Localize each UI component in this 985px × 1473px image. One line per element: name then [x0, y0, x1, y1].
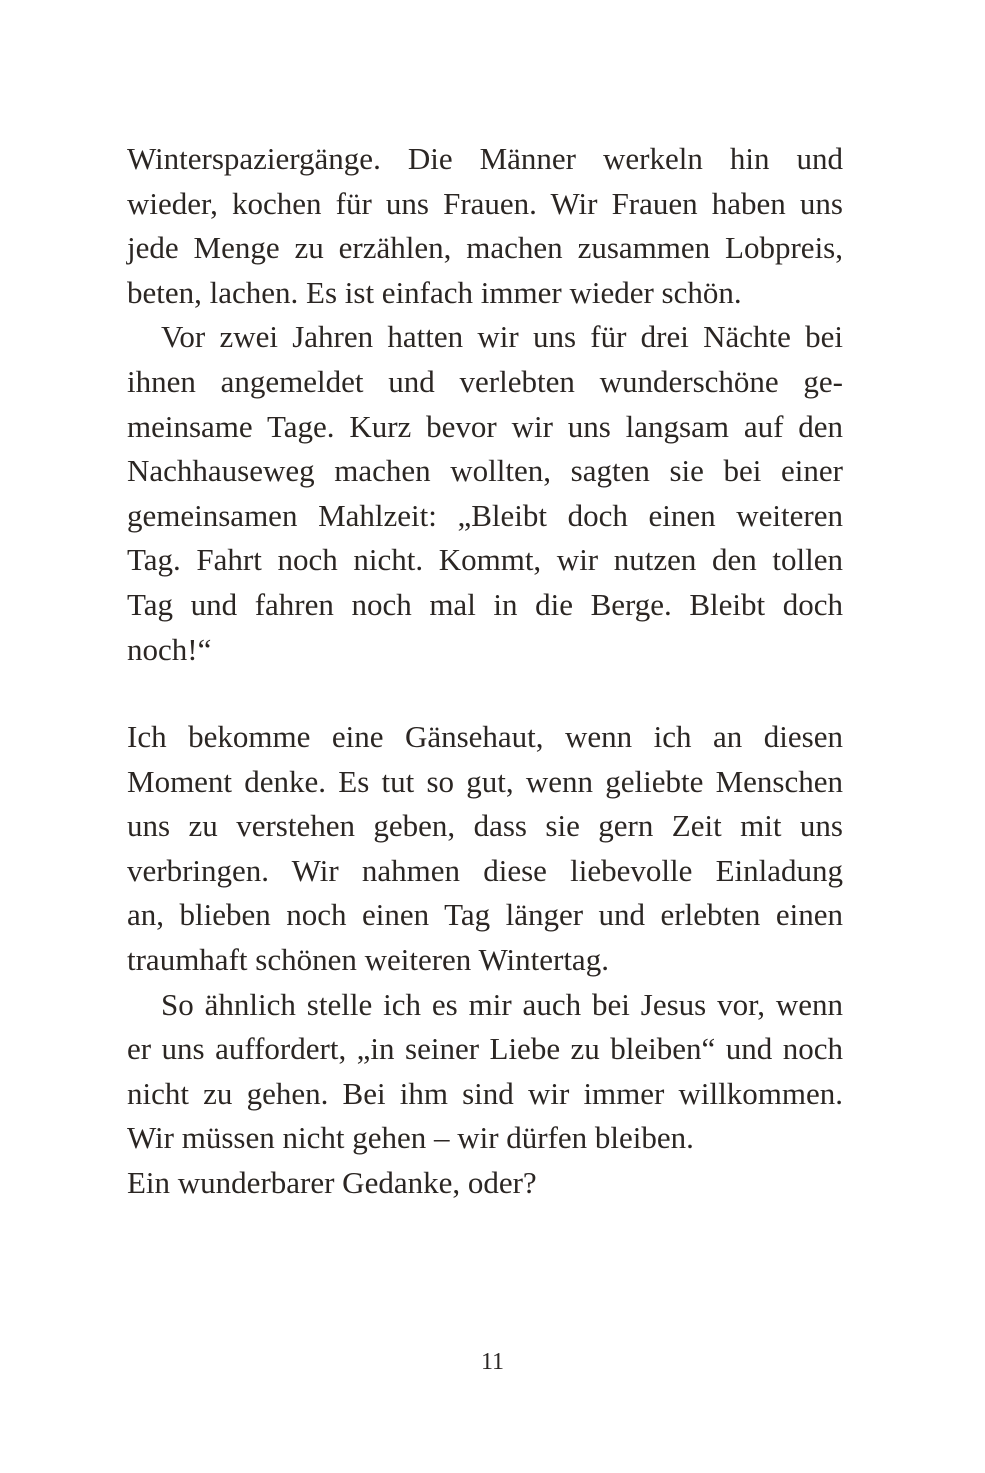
text-line: jede Menge zu erzählen, machen zusammen Lobpreis,	[127, 230, 843, 266]
text-line: an, blieben noch einen Tag länger und erlebten einen	[127, 897, 843, 933]
text-line: uns zu verstehen geben, dass sie gern Zeit mit uns	[127, 808, 843, 844]
text-line: gemeinsamen Mahlzeit: „Bleibt doch einen weiteren	[127, 497, 843, 533]
text-line: traumhaft schönen weiteren Wintertag.	[127, 941, 609, 977]
page-number: 11	[480, 1349, 505, 1375]
text-line: Vor zwei Jahren hatten wir uns für drei Nächte bei	[161, 319, 843, 355]
text-block-1	[127, 137, 843, 672]
text-line: Tag und fahren noch mal in die Berge. Bleibt doch	[127, 586, 843, 622]
text-line: Moment denke. Es tut so gut, wenn geliebte Menschen	[127, 763, 843, 799]
text-line: verbringen. Wir nahmen diese liebevolle Einladung	[127, 852, 843, 888]
text-line: nicht zu gehen. Bei ihm sind wir immer willkommen.	[127, 1075, 843, 1111]
text-line: ihnen angemeldet und verlebten wunderschöne ge-	[127, 363, 843, 399]
text-line: Tag. Fahrt noch nicht. Kommt, wir nutzen den tollen	[127, 542, 843, 578]
text-line: wieder, kochen für uns Frauen. Wir Frauen haben uns	[127, 185, 843, 221]
text-line: er uns auffordert, „in seiner Liebe zu bleiben“ und noch	[127, 1031, 843, 1067]
text-line: Nachhauseweg machen wollten, sagten sie bei einer	[127, 453, 843, 489]
text-block-2	[127, 715, 843, 1206]
text-line: Ich bekomme eine Gänsehaut, wenn ich an diesen	[127, 719, 843, 754]
text-line: meinsame Tage. Kurz bevor wir uns langsam auf den	[127, 408, 843, 444]
text-line: Winterspaziergänge. Die Männer werkeln hin und	[127, 141, 843, 176]
text-line: So ähnlich stelle ich es mir auch bei Jesus vor, wenn	[161, 986, 843, 1022]
text-line: beten, lachen. Es ist einfach immer wieder schön.	[127, 274, 742, 310]
text-line: Wir müssen nicht gehen – wir dürfen bleiben.	[127, 1120, 694, 1156]
text-line: noch!“	[127, 631, 212, 667]
text-line: Ein wunderbarer Gedanke, oder?	[127, 1164, 537, 1200]
